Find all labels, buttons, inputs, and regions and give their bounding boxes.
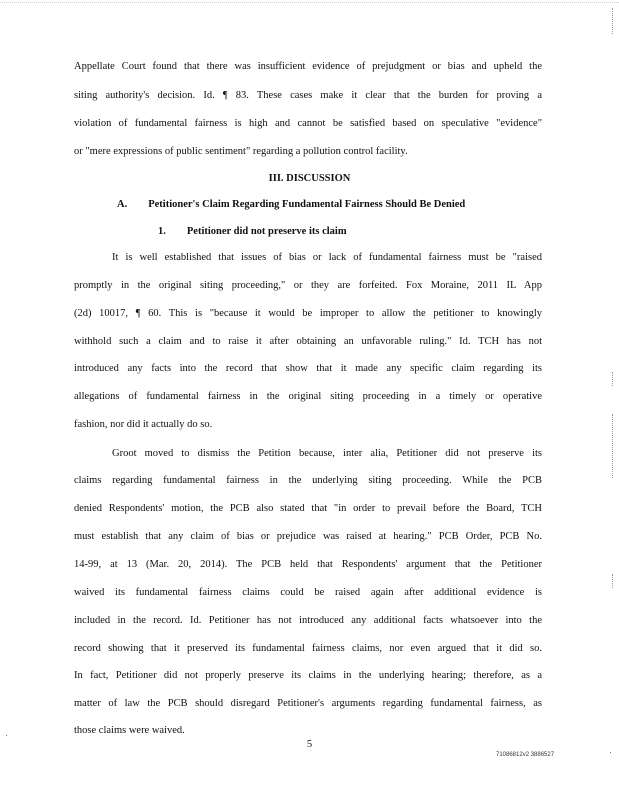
scan-artifact-speck — [610, 752, 611, 753]
text-line: matter of law the PCB should disregard Petitioner's arguments regarding fundamental fairness, as — [74, 698, 542, 709]
scan-artifact-edge — [612, 372, 613, 386]
text-line: fashion, nor did it actually do so. — [74, 419, 213, 430]
text-line: (2d) 10017, ¶ 60. This is "because it would be improper to allow the petitioner to knowingly — [74, 308, 542, 319]
scan-artifact-edge — [612, 574, 613, 588]
scan-artifact-edge — [612, 414, 613, 478]
document-id: 71086812v2 3886527 — [496, 752, 555, 758]
text-line: In fact, Petitioner did not properly preserve its claims in the underlying hearing; therefore, as a — [74, 670, 542, 681]
scan-artifact-speck — [6, 735, 7, 736]
text-line: 14-99, at 13 (Mar. 20, 2014). The PCB held that Respondents' argument that the Petitioner — [74, 559, 542, 570]
text-line: introduced any facts into the record that show that it made any specific claim regarding its — [74, 363, 542, 374]
text-line: allegations of fundamental fairness in the original siting proceeding in a timely or operative — [74, 391, 542, 402]
text-line: claims regarding fundamental fairness in the underlying siting proceeding. While the PCB — [74, 475, 542, 486]
text-line: Groot moved to dismiss the Petition because, inter alia, Petitioner did not preserve its — [112, 448, 542, 459]
text-line: withhold such a claim and to raise it after obtaining an unfavorable ruling." Id. TCH has not — [74, 336, 542, 347]
subheading-1: 1. Petitioner did not preserve its claim — [158, 226, 347, 237]
page-number: 5 — [306, 739, 313, 750]
text-line: violation of fundamental fairness is high and cannot be satisfied based on speculative "evidence" — [74, 118, 542, 129]
text-line: must establish that any claim of bias or prejudice was raised at hearing." PCB Order, PCB No. — [74, 531, 542, 542]
text-line: included in the record. Id. Petitioner has not introduced any additional facts whatsoever into the — [74, 615, 542, 626]
text-line: It is well established that issues of bias or lack of fundamental fairness must be "raised — [112, 252, 542, 263]
scan-artifact-edge — [612, 8, 613, 34]
text-line: or "mere expressions of public sentiment" regarding a pollution control facility. — [74, 146, 408, 157]
text-line: those claims were waived. — [74, 725, 185, 736]
text-line: record showing that it preserved its fundamental fairness claims, nor even argued that it did so. — [74, 643, 542, 654]
text-line: siting authority's decision. Id. ¶ 83. These cases make it clear that the burden for proving a — [74, 90, 542, 101]
scan-artifact-top-line — [0, 2, 619, 3]
subheading-a: A. Petitioner's Claim Regarding Fundamental Fairness Should Be Denied — [117, 199, 466, 210]
text-line: waived its fundamental fairness claims could be raised again after additional evidence is — [74, 587, 542, 598]
text-line: promptly in the original siting proceeding," or they are forfeited. Fox Moraine, 2011 IL App — [74, 280, 542, 291]
text-line: denied Respondents' motion, the PCB also stated that "in order to prevail before the Board, TCH — [74, 503, 542, 514]
section-heading: III. DISCUSSION — [268, 173, 351, 184]
text-line: Appellate Court found that there was insufficient evidence of prejudgment or bias and upheld the — [74, 61, 542, 72]
